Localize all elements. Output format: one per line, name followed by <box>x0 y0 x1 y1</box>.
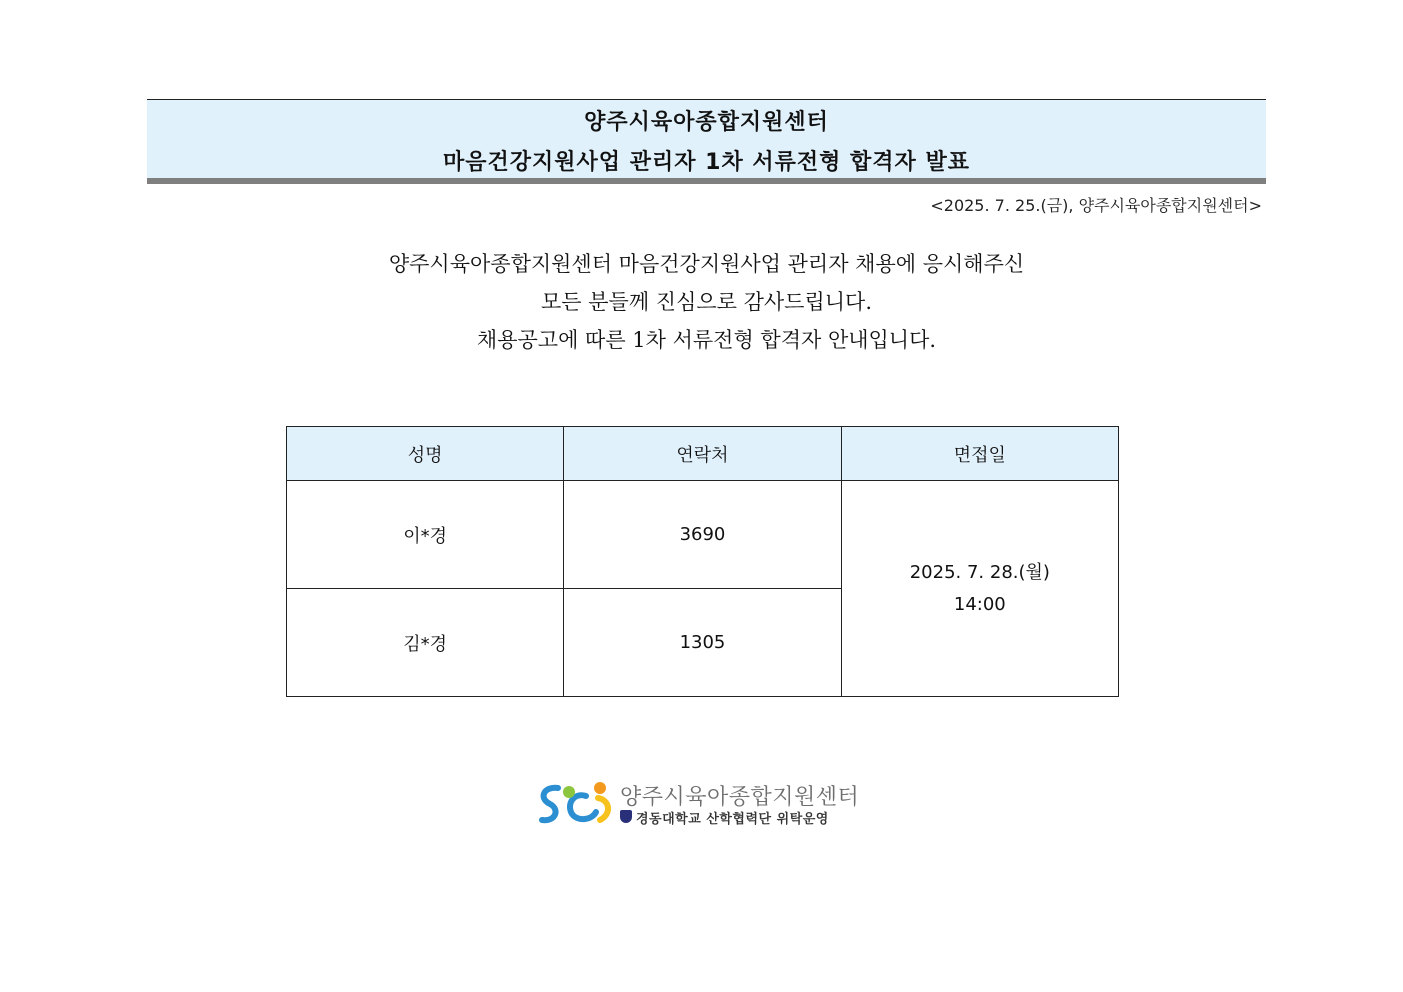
cell-contact: 1305 <box>564 589 841 697</box>
center-logo <box>536 780 876 830</box>
results-table <box>286 426 1119 697</box>
page-title: 양주시육아종합지원센터 <box>584 110 829 135</box>
title-underline-bar <box>147 178 1266 184</box>
logo-subtitle: 경동대학교 산학협력단 위탁운영 <box>636 812 829 827</box>
interview-date: 2025. 7. 28.(월) <box>909 561 1050 583</box>
cell-interview-schedule <box>841 481 1118 697</box>
table-header-row <box>287 427 1119 481</box>
cell-name: 이*경 <box>287 481 564 589</box>
table-row <box>287 481 1119 589</box>
logo-name: 양주시육아종합지원센터 <box>620 785 860 810</box>
logo-mark-icon <box>536 780 616 828</box>
intro-line-1: 양주시육아종합지원센터 마음건강지원사업 관리자 채용에 응시해주신 <box>388 252 1025 276</box>
header-interview-date: 면접일 <box>841 427 1118 481</box>
header-name: 성명 <box>287 427 564 481</box>
intro-line-2: 모든 분들께 진심으로 감사드립니다. <box>541 290 872 314</box>
title-box <box>147 99 1266 178</box>
university-emblem-icon <box>620 810 632 823</box>
page-subtitle: 마음건강지원사업 관리자 1차 서류전형 합격자 발표 <box>443 150 970 175</box>
intro-text <box>147 245 1266 359</box>
cell-contact: 3690 <box>564 481 841 589</box>
announcement-date: <2025. 7. 25.(금), 양주시육아종합지원센터> <box>930 196 1262 215</box>
header-contact: 연락처 <box>564 427 841 481</box>
interview-time: 14:00 <box>953 593 1006 615</box>
cell-name: 김*경 <box>287 589 564 697</box>
intro-line-3: 채용공고에 따른 1차 서류전형 합격자 안내입니다. <box>476 328 937 352</box>
